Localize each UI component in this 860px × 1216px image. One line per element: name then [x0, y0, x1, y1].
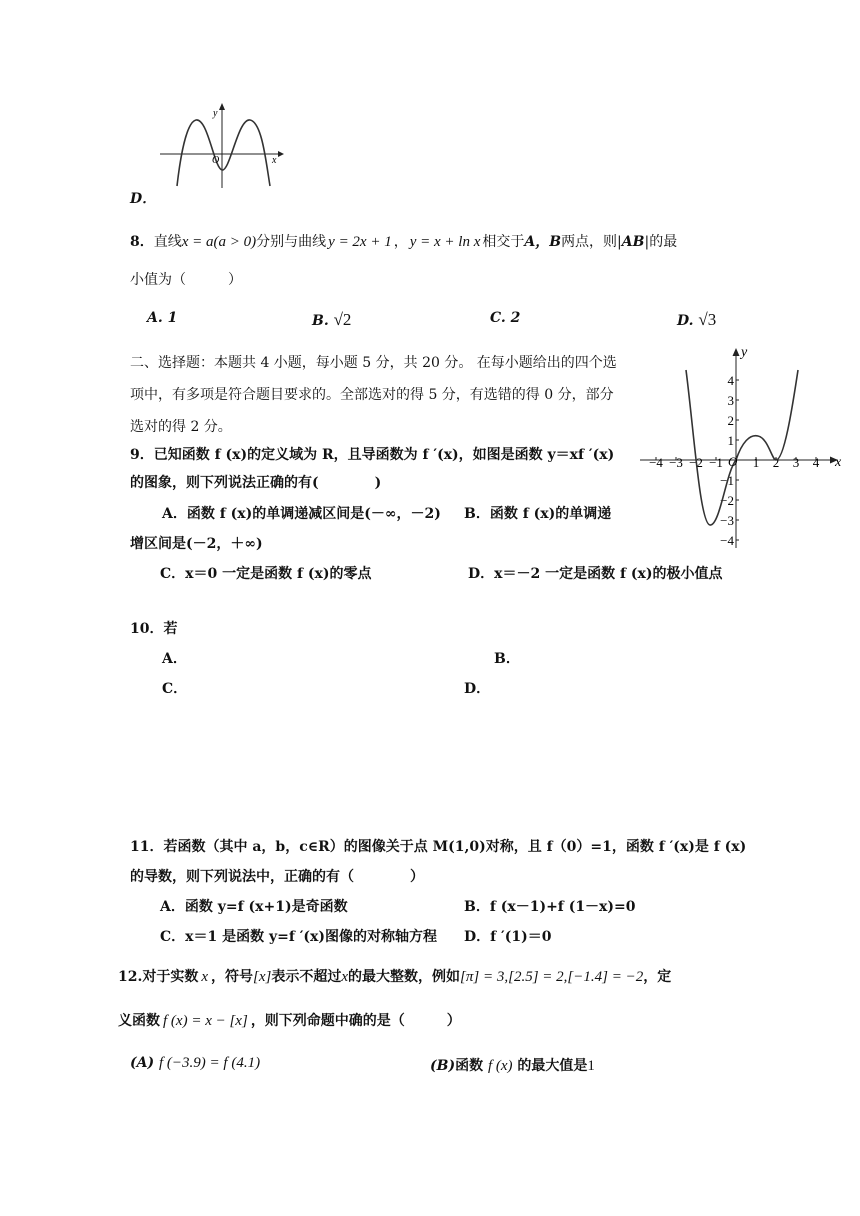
q9-line2: 的图象，则下列说法正确的有( ): [130, 475, 382, 491]
q12-option-a-math: f (−3.9) = f (4.1): [159, 1055, 261, 1071]
q12-line2-b: ，则下列命题中确的是（ ）: [250, 1013, 461, 1029]
q9-y-tick-label: −2: [720, 493, 734, 508]
q12-var-x1: x: [201, 969, 209, 985]
q12-option-b-value: 1: [587, 1058, 595, 1074]
q8-line1: [130, 231, 677, 251]
q12-symbol: [x]: [253, 969, 272, 985]
q9-x-tick-label: −4: [649, 455, 663, 470]
y-axis-arrow-icon: [219, 103, 225, 110]
q11-option-b: B．f (x－1)+f (1－x)=0: [464, 899, 636, 915]
q9-x-tick-label: −3: [669, 455, 683, 470]
q12-var-x2: x: [341, 969, 349, 985]
q12-text-2: ，符号: [211, 969, 254, 985]
q11-line2: 的导数，则下列说法中，正确的有（ ）: [130, 869, 424, 885]
q9-x-tick-label: −1: [709, 455, 723, 470]
q10-option-a: A．: [162, 651, 187, 667]
q9-curve: [686, 370, 798, 525]
q8-text-mid3: 两点，则|: [561, 234, 622, 250]
q10-option-d: D．: [464, 681, 491, 697]
option-d-curve: [177, 120, 270, 186]
q12-option-a-label: (A): [130, 1055, 155, 1071]
q12-examples: [π] = 3,[2.5] = 2,[−1.4] = −2: [460, 969, 644, 985]
q10-line1: 10．若: [130, 621, 178, 637]
q9-option-d: D．x＝－2 一定是函数 f (x)的极小值点: [468, 566, 723, 582]
section2-line1: 二、选择题：本题共 4 小题，每小题 5 分，共 20 分。 在每小题给出的四个选: [130, 355, 617, 371]
q12-definition: f (x) = x − [x]: [163, 1013, 248, 1029]
q8-text-mid4: |的最: [644, 234, 678, 250]
q8-condition: x = a(a > 0): [181, 234, 257, 250]
q12-number: 12.: [118, 969, 143, 985]
q8-option-a: A. 1: [147, 310, 178, 326]
q12-option-b-tail: 的最大值是: [517, 1058, 588, 1074]
q12-line1: [118, 966, 671, 986]
q9-axis-y-label: y: [741, 345, 748, 360]
q8-option-b-label: B.: [312, 313, 329, 329]
q8-curve1: y = 2x + 1: [328, 234, 392, 250]
q9-line1: 9．已知函数 f (x)的定义域为 R，且导函数为 f ′(x)，如图是函数 y＝xf ′(x): [130, 447, 615, 463]
q11-line1: 11．若函数（其中 a，b，c∈R）的图像关于点 M(1,0)对称，且 f（0）=1，函数 f ′(x)是 f (x): [130, 839, 747, 855]
q12-line2-a: 义函数: [118, 1013, 160, 1029]
option-d-origin-label: O: [212, 155, 220, 166]
q9-option-c: C．x＝0 一定是函数 f (x)的零点: [160, 566, 372, 582]
q9-x-tick-label: 3: [792, 455, 800, 470]
q8-text-mid2: 相交于: [482, 234, 525, 250]
q9-axis-x-label: x: [835, 455, 842, 470]
q12-text-5: ，定: [643, 969, 672, 985]
q9-x-tick-label: 1: [752, 455, 760, 470]
q9-y-tick-label: 1: [727, 433, 734, 448]
q11-option-c: C．x＝1 是函数 y=f ′(x)图像的对称轴方程: [160, 929, 438, 945]
q12-text-4: 的最大整数，例如: [348, 969, 461, 985]
q10-option-b: B．: [494, 651, 520, 667]
q9-option-b-part1: B．函数 f (x)的单调递: [464, 506, 612, 522]
q9-x-tick-label: −2: [689, 455, 703, 470]
x-axis-arrow-icon: [278, 151, 284, 157]
q9-option-b-part2: 增区间是(－2，＋∞): [130, 536, 263, 552]
q12-line2: [118, 1010, 461, 1030]
q12-option-b: [430, 1055, 595, 1075]
q9-y-tick-label: 3: [727, 393, 734, 408]
q9-y-tick-label: −3: [720, 513, 734, 528]
q12-text-1: 对于实数: [142, 969, 199, 985]
q11-option-d: D．f ′(1)＝0: [464, 929, 552, 945]
option-d-axis-x-label: x: [272, 155, 277, 166]
q9-y-tick-label: −4: [720, 533, 734, 548]
q8-number: 8．: [130, 234, 154, 250]
q8-option-b: [312, 310, 351, 330]
q8-ab: AB: [621, 234, 645, 250]
q9-y-axis-arrow-icon: [733, 348, 740, 356]
section2-line2: 项中，有多项是符合题目要求的。全部选对的得 5 分，有选错的得 0 分，部分: [130, 387, 614, 403]
section2-line3: 选对的得 2 分。: [130, 419, 232, 435]
q8-text-mid1: 分别与曲线: [256, 234, 327, 250]
q8-option-d-value: √3: [698, 310, 717, 329]
q9-graph: [636, 342, 848, 554]
q12-option-b-label: (B): [430, 1058, 456, 1074]
q8-option-d: [677, 310, 716, 330]
q11-option-a: A．函数 y=f (x+1)是奇函数: [160, 899, 348, 915]
q8-curve2: y = x + ln x: [409, 234, 481, 250]
q9-y-tick-label: 2: [727, 413, 734, 428]
q8-text-pre: 直线: [153, 234, 182, 250]
q8-points: A，B: [524, 234, 562, 250]
option-d-graph: [150, 100, 290, 190]
q8-option-c: C. 2: [490, 310, 521, 326]
q8-option-d-label: D.: [677, 313, 694, 329]
q9-y-tick-label: −1: [720, 473, 734, 488]
q12-option-b-math: f (x): [487, 1058, 513, 1074]
q8-line2: 小值为（ ）: [130, 272, 242, 288]
q9-x-tick-label: 4: [812, 455, 820, 470]
q9-option-a: A．函数 f (x)的单调递减区间是(－∞，－2): [162, 506, 441, 522]
q8-option-b-value: √2: [333, 310, 352, 329]
q9-x-tick-label: 2: [772, 455, 780, 470]
q10-option-c: C．: [162, 681, 188, 697]
q8-sep: ，: [393, 234, 408, 250]
q9-y-tick-label: 4: [727, 373, 734, 388]
q12-text-3: 表示不超过: [271, 969, 342, 985]
option-d-axis-y-label: y: [213, 108, 218, 119]
q12-option-a: [130, 1055, 260, 1072]
q12-option-b-text: 函数: [455, 1058, 484, 1074]
q9-origin-label: O: [728, 454, 738, 469]
option-d-label: D．: [130, 191, 157, 207]
